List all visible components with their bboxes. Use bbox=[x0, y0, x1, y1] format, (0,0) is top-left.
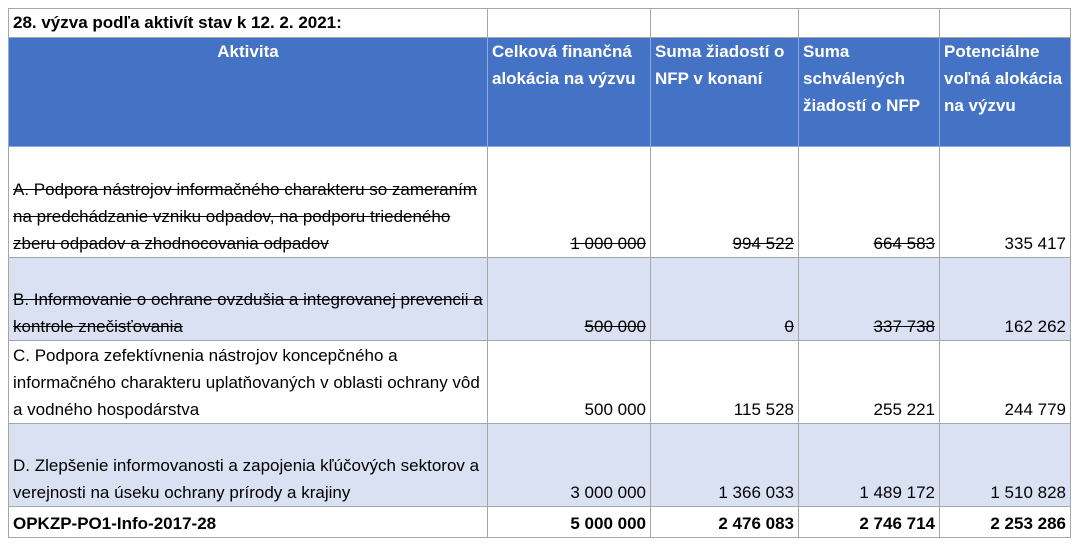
approved-cell: 664 583 bbox=[799, 147, 940, 258]
approved-cell: 1 489 172 bbox=[799, 424, 940, 507]
total-in-progress: 2 476 083 bbox=[651, 507, 799, 538]
in-progress-cell: 115 528 bbox=[651, 341, 799, 424]
activity-cell: C. Podpora zefektívnenia nástrojov koncepčného a informačného charakteru uplatňovaných v oblasti ochrany vôd a vodného hospodárstva bbox=[9, 341, 488, 424]
table-title: 28. výzva podľa aktivít stav k 12. 2. 2021: bbox=[9, 9, 488, 38]
allocation-cell: 500 000 bbox=[488, 258, 651, 341]
activity-cell: D. Zlepšenie informovanosti a zapojenia kľúčových sektorov a verejnosti na úseku ochrany prírody a krajiny bbox=[9, 424, 488, 507]
in-progress-cell: 1 366 033 bbox=[651, 424, 799, 507]
header-allocation: Celková finančná alokácia na výzvu bbox=[488, 38, 651, 147]
total-row bbox=[9, 507, 1071, 538]
allocation-cell: 1 000 000 bbox=[488, 147, 651, 258]
activity-cell: B. Informovanie o ochrane ovzdušia a integrovanej prevencii a kontrole znečisťovania bbox=[9, 258, 488, 341]
table-title-row bbox=[9, 9, 1071, 38]
activity-cell: A. Podpora nástrojov informačného charakteru so zameraním na predchádzanie vzniku odpadov, na podporu triedeného zberu odpadov a zhodnocovania odpadov bbox=[9, 147, 488, 258]
approved-cell: 255 221 bbox=[799, 341, 940, 424]
total-label: OPKZP-PO1-Info-2017-28 bbox=[9, 507, 488, 538]
total-available: 2 253 286 bbox=[940, 507, 1071, 538]
total-approved: 2 746 714 bbox=[799, 507, 940, 538]
table-row bbox=[9, 147, 1071, 258]
header-row bbox=[9, 38, 1071, 147]
table-row bbox=[9, 341, 1071, 424]
header-activity: Aktivita bbox=[9, 38, 488, 147]
available-cell: 335 417 bbox=[940, 147, 1071, 258]
in-progress-cell: 994 522 bbox=[651, 147, 799, 258]
allocation-cell: 3 000 000 bbox=[488, 424, 651, 507]
available-cell: 1 510 828 bbox=[940, 424, 1071, 507]
in-progress-cell: 0 bbox=[651, 258, 799, 341]
allocation-table bbox=[8, 8, 1071, 538]
header-approved: Suma schválených žiadostí o NFP bbox=[799, 38, 940, 147]
table-row bbox=[9, 258, 1071, 341]
available-cell: 162 262 bbox=[940, 258, 1071, 341]
approved-cell: 337 738 bbox=[799, 258, 940, 341]
header-in-progress: Suma žiadostí o NFP v konaní bbox=[651, 38, 799, 147]
total-allocation: 5 000 000 bbox=[488, 507, 651, 538]
table-row bbox=[9, 424, 1071, 507]
allocation-cell: 500 000 bbox=[488, 341, 651, 424]
header-available: Potenciálne voľná alokácia na výzvu bbox=[940, 38, 1071, 147]
available-cell: 244 779 bbox=[940, 341, 1071, 424]
